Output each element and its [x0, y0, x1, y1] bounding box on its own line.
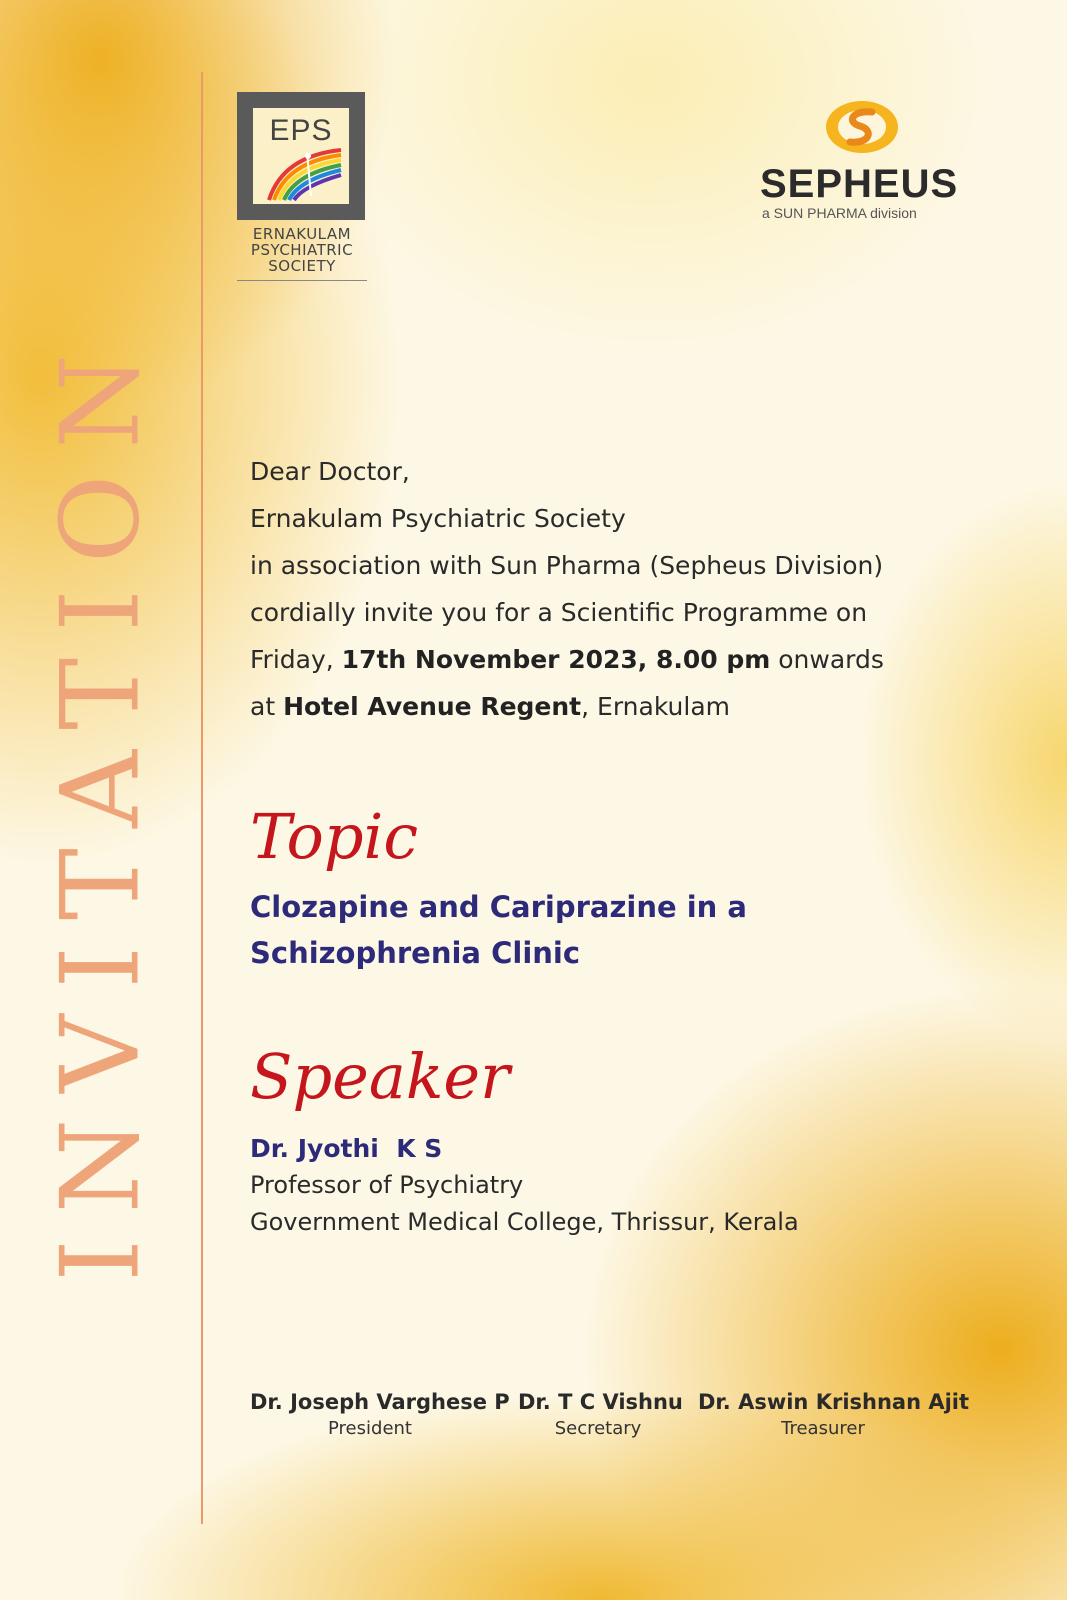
- officer-role: President: [328, 1418, 412, 1439]
- day-text: Friday,: [250, 645, 334, 674]
- sponsor-name: SEPHEUS: [760, 162, 959, 206]
- officer-name: Dr. T C Vishnu: [518, 1390, 683, 1414]
- topic-title-line: Clozapine and Cariprazine in a: [250, 890, 747, 924]
- side-title-text: INVITATION: [38, 328, 164, 1282]
- side-title: [38, 280, 164, 1330]
- speaker-heading: Speaker: [250, 1040, 510, 1113]
- officer-role: Treasurer: [781, 1418, 865, 1439]
- eps-logo: [237, 92, 367, 281]
- officer-role: Secretary: [554, 1418, 642, 1439]
- venue-name: Hotel Avenue Regent: [283, 692, 582, 721]
- letter-line: in association with Sun Pharma (Sepheus Division): [250, 551, 884, 580]
- sponsor-tagline: a SUN PHARMA division: [762, 205, 917, 221]
- date-line: [250, 636, 1030, 683]
- venue-line: [250, 683, 1030, 730]
- at-text: at: [250, 692, 276, 721]
- speaker-details: [250, 1130, 1030, 1241]
- venue-city: , Ernakulam: [581, 692, 730, 721]
- letter-line: cordially invite you for a Scientific Programme on: [250, 598, 868, 627]
- officer-name: Dr. Joseph Varghese P: [250, 1390, 510, 1414]
- vertical-divider: [201, 72, 203, 1524]
- greeting: Dear Doctor,: [250, 457, 410, 486]
- topic-title-line: Schizophrenia Clinic: [250, 936, 581, 970]
- officer-treasurer: [698, 1390, 970, 1439]
- officer-name: Dr. Aswin Krishnan Ajit: [698, 1390, 970, 1414]
- eps-name-line: ERNAKULAM: [252, 225, 352, 243]
- sponsor-logo: [760, 98, 965, 221]
- officer-president: [250, 1390, 510, 1439]
- speaker-designation: Professor of Psychiatry: [250, 1171, 524, 1199]
- eps-logo-name: [237, 226, 367, 274]
- office-bearers: [0, 1390, 1067, 1450]
- topic-title: [250, 884, 1010, 976]
- sepheus-swirl-icon: [822, 98, 902, 156]
- onwards-text: onwards: [778, 645, 884, 674]
- speaker-name: Dr. Jyothi K S: [250, 1134, 443, 1163]
- eps-name-line: PSYCHIATRIC: [250, 241, 354, 259]
- rainbow-icon: [261, 146, 345, 202]
- topic-heading: Topic: [250, 800, 419, 873]
- letter-line: Ernakulam Psychiatric Society: [250, 504, 626, 533]
- officer-secretary: [518, 1390, 683, 1439]
- speaker-institution: Government Medical College, Thrissur, Kerala: [250, 1208, 799, 1236]
- event-datetime: 17th November 2023, 8.00 pm: [341, 645, 771, 674]
- eps-logo-abbr: EPS: [269, 114, 333, 147]
- invitation-letter: [250, 448, 1030, 730]
- eps-logo-frame: [237, 92, 365, 220]
- eps-logo-underline: [237, 280, 367, 281]
- eps-name-line: SOCIETY: [268, 257, 336, 275]
